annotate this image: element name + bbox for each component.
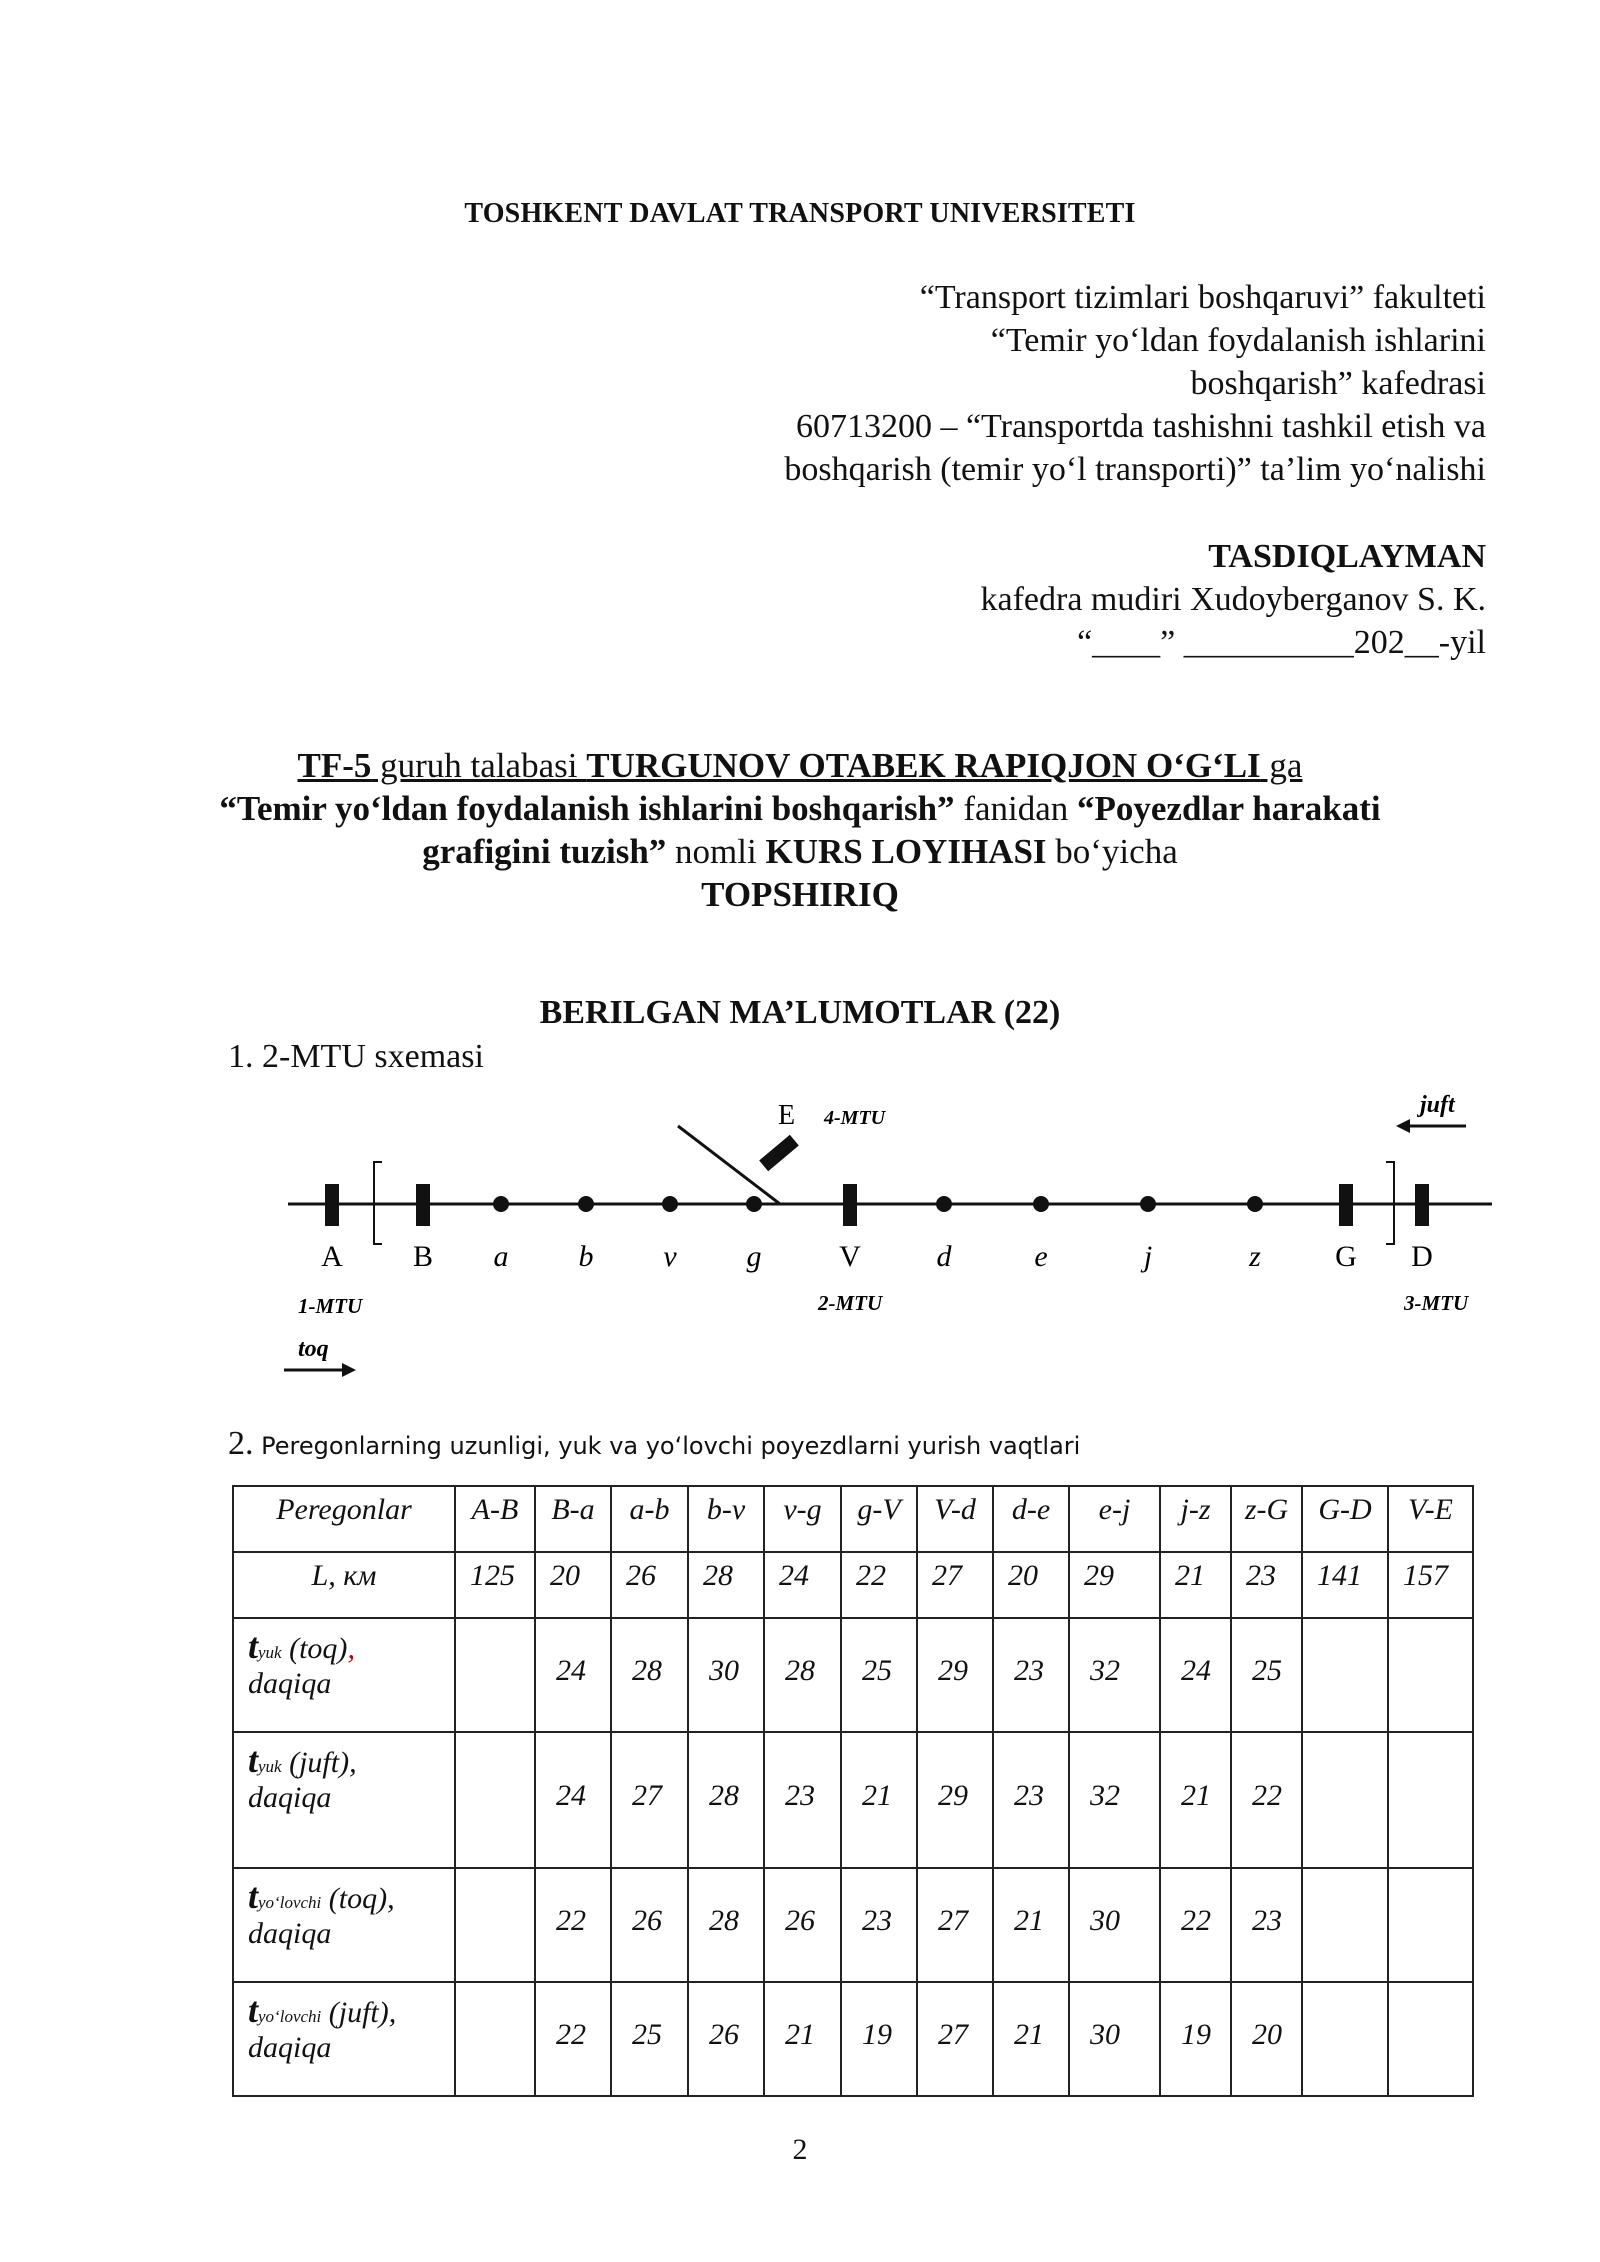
station-dot	[936, 1196, 952, 1212]
mtu-label-1: 1-MTU	[298, 1294, 363, 1318]
row-unit: daqiqa	[248, 2031, 332, 2064]
station-label: j	[1143, 1240, 1153, 1273]
time-cell: 19	[841, 1982, 917, 2096]
time-cell	[1302, 1732, 1388, 1868]
time-cell: 22	[535, 1868, 611, 1982]
course-name: KURS LOYIHASI	[765, 832, 1047, 871]
task-line-1	[0, 744, 1600, 787]
direction-label-juft: juft	[1420, 1092, 1455, 1118]
student-name: TURGUNOV OTABEK RAPIQJON O‘G‘LI	[586, 746, 1261, 785]
station-dot	[578, 1196, 594, 1212]
row-direction: (juft),	[281, 1746, 357, 1779]
department-line: boshqarish” kafedrasi	[1190, 365, 1486, 402]
station-label: G	[1335, 1240, 1357, 1273]
station-marker	[1415, 1184, 1429, 1226]
time-cell: 28	[764, 1618, 841, 1732]
topic-b: grafigini tuzish”	[422, 832, 667, 871]
station-dot	[493, 1196, 509, 1212]
length-cell: 20	[535, 1552, 611, 1618]
table-column-header: G-D	[1302, 1486, 1388, 1552]
time-cell: 25	[1231, 1618, 1302, 1732]
time-cell: 24	[1160, 1618, 1231, 1732]
length-cell: 20	[993, 1552, 1069, 1618]
time-cell: 23	[993, 1618, 1069, 1732]
time-cell: 23	[1231, 1868, 1302, 1982]
table-column-header: d-e	[993, 1486, 1069, 1552]
group-word: guruh talabasi	[371, 746, 587, 785]
department-line: “Temir yo‘ldan foydalanish ishlarini	[990, 322, 1486, 359]
subject-name: “Temir yo‘ldan foydalanish ishlarini boshqarish”	[219, 789, 955, 828]
task-block	[0, 744, 1600, 916]
time-cell: 29	[917, 1732, 993, 1868]
university-title: TOSHKENT DAVLAT TRANSPORT UNIVERSITETI	[464, 198, 1136, 229]
station-label: g	[746, 1240, 762, 1273]
stations-group	[321, 1184, 1433, 1273]
station-label: A	[321, 1240, 343, 1273]
station-label-E: E	[778, 1100, 796, 1131]
time-cell	[1302, 1618, 1388, 1732]
station-marker	[325, 1184, 339, 1226]
row-label	[233, 1618, 455, 1732]
row-label	[233, 1732, 455, 1868]
length-cell: 28	[688, 1552, 764, 1618]
time-cell	[455, 1982, 535, 2096]
time-cell: 21	[993, 1982, 1069, 2096]
department-line: 60713200 – “Transportda tashishni tashkil etish va	[795, 408, 1486, 445]
table-column-header: g-V	[841, 1486, 917, 1552]
time-cell	[1302, 1982, 1388, 2096]
time-cell	[1388, 1732, 1473, 1868]
length-cell: 24	[764, 1552, 841, 1618]
time-cell: 21	[993, 1868, 1069, 1982]
station-label: B	[412, 1240, 434, 1273]
fanidan-word: fanidan	[954, 789, 1078, 828]
length-cell: 29	[1069, 1552, 1160, 1618]
time-cell	[1388, 1618, 1473, 1732]
time-cell: 28	[611, 1618, 688, 1732]
approval-head: kafedra mudiri Xudoyberganov S. K.	[980, 581, 1486, 618]
table-column-header: j-z	[1160, 1486, 1231, 1552]
time-cell: 27	[917, 1982, 993, 2096]
length-cell: 22	[841, 1552, 917, 1618]
row-direction: (toq),	[321, 1882, 395, 1915]
time-cell: 22	[1231, 1732, 1302, 1868]
time-cell: 26	[688, 1982, 764, 2096]
time-cell	[455, 1868, 535, 1982]
time-cell: 32	[1069, 1618, 1160, 1732]
direction-label-toq: toq	[298, 1336, 329, 1362]
time-cell: 21	[764, 1982, 841, 2096]
time-cell: 30	[688, 1618, 764, 1732]
time-cell: 22	[535, 1982, 611, 2096]
mtu-scheme-diagram	[270, 1090, 1500, 1410]
table-column-header: a-b	[611, 1486, 688, 1552]
ga-word: ga	[1260, 746, 1303, 785]
table-label	[228, 1425, 1080, 1463]
time-cell	[455, 1732, 535, 1868]
table-header-label: Peregonlar	[233, 1486, 455, 1552]
task-title: TOPSHIRIQ	[701, 875, 899, 914]
station-label: V	[839, 1240, 861, 1273]
row-unit: daqiqa	[248, 1667, 332, 1700]
station-dot	[662, 1196, 678, 1212]
table-column-header: e-j	[1069, 1486, 1160, 1552]
length-cell: 141	[1302, 1552, 1388, 1618]
mtu-label-4: 4-MTU	[824, 1107, 886, 1129]
table-column-header: B-a	[535, 1486, 611, 1552]
task-line-2	[0, 787, 1600, 830]
approval-date: “____” __________202__-yil	[1077, 624, 1486, 661]
time-cell: 27	[611, 1732, 688, 1868]
station-label: d	[936, 1240, 952, 1273]
station-marker-E	[759, 1135, 799, 1171]
approval-title: TASDIQLAYMAN	[1208, 538, 1486, 575]
row-unit: daqiqa	[248, 1917, 332, 1950]
boyicha-word: bo‘yicha	[1046, 832, 1178, 871]
time-cell: 21	[1160, 1732, 1231, 1868]
time-cell: 19	[1160, 1982, 1231, 2096]
station-dot	[1140, 1196, 1156, 1212]
station-marker	[1339, 1184, 1353, 1226]
table-label-text: Peregonlarning uzunligi, yuk va yo‘lovchi poyezdlarni yurish vaqtlari	[253, 1432, 1081, 1460]
time-cell	[455, 1618, 535, 1732]
arrow-right-icon	[342, 1363, 356, 1377]
row-label	[233, 1982, 455, 2096]
time-cell: 22	[1160, 1868, 1231, 1982]
time-cell: 28	[688, 1732, 764, 1868]
time-cell: 25	[841, 1618, 917, 1732]
time-cell: 25	[611, 1982, 688, 2096]
time-symbol: t	[248, 1876, 259, 1916]
length-cell: 26	[611, 1552, 688, 1618]
length-label: L, км	[233, 1552, 455, 1618]
length-cell: 157	[1388, 1552, 1473, 1618]
table-column-header: v-g	[764, 1486, 841, 1552]
station-label: v	[663, 1240, 677, 1273]
table-column-header: z-G	[1231, 1486, 1302, 1552]
station-marker	[416, 1184, 430, 1226]
time-symbol: t	[248, 1990, 259, 2030]
time-cell: 26	[764, 1868, 841, 1982]
arrow-left-icon	[1396, 1119, 1410, 1133]
table-column-header: b-v	[688, 1486, 764, 1552]
time-cell: 20	[1231, 1982, 1302, 2096]
station-marker	[843, 1184, 857, 1226]
page-number: 2	[792, 2133, 808, 2166]
time-cell: 28	[688, 1868, 764, 1982]
row-comma: ,	[347, 1632, 355, 1665]
time-cell: 30	[1069, 1868, 1160, 1982]
row-direction: (toq)	[281, 1632, 348, 1665]
station-label: e	[1034, 1240, 1048, 1273]
mtu-label-2: 2-MTU	[818, 1291, 883, 1315]
length-cell: 27	[917, 1552, 993, 1618]
time-cell: 24	[535, 1618, 611, 1732]
table-column-header: A-B	[455, 1486, 535, 1552]
time-cell: 29	[917, 1618, 993, 1732]
time-subscript: yo‘lovchi	[258, 1893, 322, 1912]
time-cell: 26	[611, 1868, 688, 1982]
group-name: TF-5	[297, 746, 372, 785]
station-label: D	[1411, 1240, 1433, 1273]
row-label	[233, 1868, 455, 1982]
length-cell: 21	[1160, 1552, 1231, 1618]
time-subscript: yuk	[258, 1757, 282, 1776]
time-cell: 23	[841, 1868, 917, 1982]
station-dot	[1247, 1196, 1263, 1212]
time-cell: 23	[993, 1732, 1069, 1868]
length-cell: 23	[1231, 1552, 1302, 1618]
department-line: boshqarish (temir yo‘l transporti)” ta’lim yo‘nalishi	[784, 451, 1486, 488]
table-label-num: 2.	[228, 1425, 254, 1462]
department-line: “Transport tizimlari boshqaruvi” fakulteti	[919, 279, 1486, 316]
topic-a: “Poyezdlar harakati	[1077, 789, 1381, 828]
time-cell	[1302, 1868, 1388, 1982]
time-symbol: t	[248, 1626, 259, 1666]
approval-block	[981, 535, 1486, 664]
time-cell: 21	[841, 1732, 917, 1868]
time-cell: 23	[764, 1732, 841, 1868]
station-label: a	[493, 1240, 509, 1273]
table-column-header: V-E	[1388, 1486, 1473, 1552]
station-dot	[746, 1196, 762, 1212]
time-subscript: yo‘lovchi	[258, 2007, 322, 2026]
time-subscript: yuk	[258, 1643, 282, 1662]
time-cell	[1388, 1868, 1473, 1982]
time-cell: 27	[917, 1868, 993, 1982]
station-label: b	[578, 1240, 594, 1273]
length-cell: 125	[455, 1552, 535, 1618]
row-unit: daqiqa	[248, 1781, 332, 1814]
nomli-word: nomli	[666, 832, 766, 871]
time-cell: 24	[535, 1732, 611, 1868]
row-direction: (juft),	[321, 1996, 397, 2029]
table-column-header: V-d	[917, 1486, 993, 1552]
time-cell	[1388, 1982, 1473, 2096]
department-block	[784, 276, 1486, 491]
time-cell: 32	[1069, 1732, 1160, 1868]
time-symbol: t	[248, 1740, 259, 1780]
station-dot	[1033, 1196, 1049, 1212]
section-heading: BERILGAN MA’LUMOTLAR (22)	[539, 994, 1061, 1031]
task-line-3	[0, 830, 1600, 873]
run-times-table	[232, 1485, 1474, 2097]
station-label: z	[1249, 1240, 1261, 1273]
scheme-label: 1. 2-MTU sxemasi	[228, 1038, 484, 1075]
time-cell: 30	[1069, 1982, 1160, 2096]
mtu-label-3: 3-MTU	[1404, 1291, 1469, 1315]
